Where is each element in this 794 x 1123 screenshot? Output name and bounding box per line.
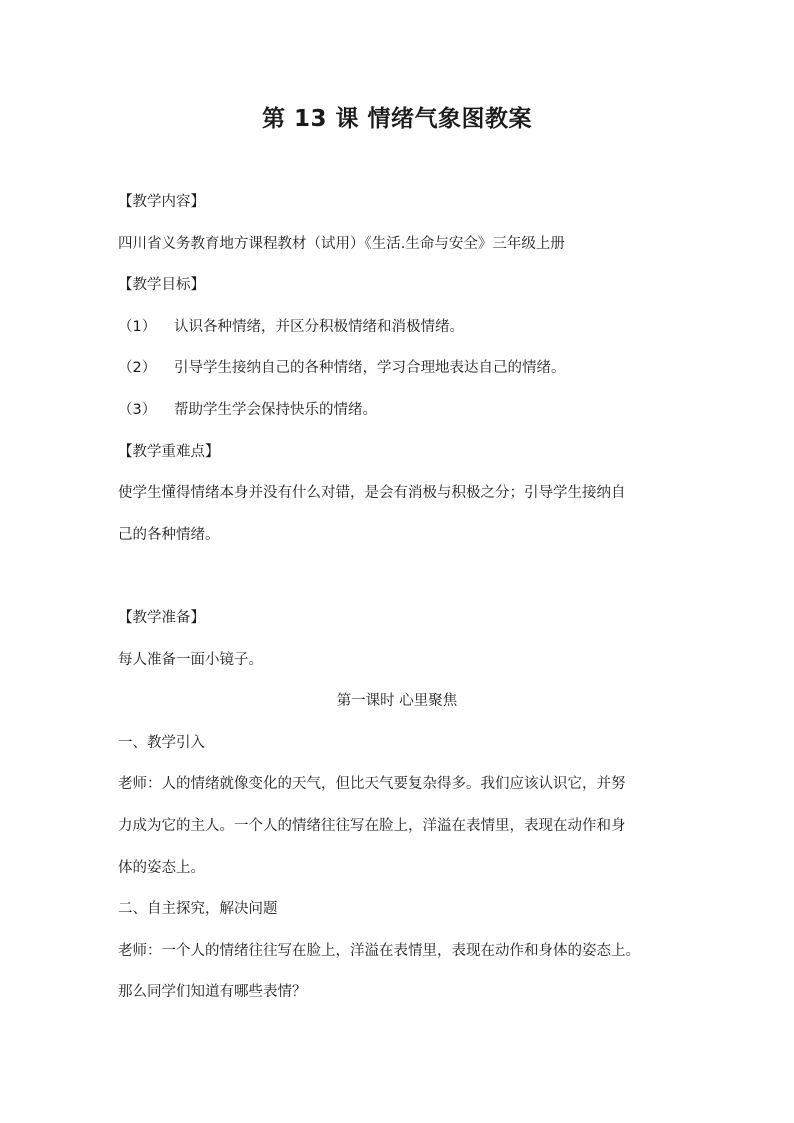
- goal-text: 认识各种情绪，并区分积极情绪和消极情绪。: [174, 319, 464, 335]
- step1-text-line-3: 体的姿态上。: [118, 860, 205, 876]
- prep-heading: 【教学准备】: [118, 610, 205, 626]
- step2-text-line-1: 老师：一个人的情绪往往写在脸上，洋溢在表情里，表现在动作和身体的姿态上。: [118, 943, 640, 959]
- key-heading: 【教学重难点】: [118, 444, 220, 460]
- step2-text-line-2: 那么同学们知道有哪些表情？: [118, 984, 307, 1000]
- goal-text: 引导学生接纳自己的各种情绪，学习合理地表达自己的情绪。: [174, 360, 566, 376]
- key-text-line-1: 使学生懂得情绪本身并没有什么对错，是会有消极与积极之分；引导学生接纳自: [118, 485, 626, 501]
- goal-item-2: [118, 357, 566, 379]
- lesson-title: 第一课时 心里聚焦: [336, 693, 458, 709]
- goal-number: （2）: [118, 360, 157, 376]
- goal-text: 帮助学生学会保持快乐的情绪。: [174, 402, 377, 418]
- key-text-line-2: 己的各种情绪。: [118, 527, 220, 543]
- content-text: 四川省义务教育地方课程教材（试用）《生活.生命与安全》三年级上册: [118, 236, 565, 252]
- document-title: 第 13 课 情绪气象图教案: [261, 106, 533, 132]
- step1-heading: 一、教学引入: [118, 735, 205, 751]
- prep-text: 每人准备一面小镜子。: [118, 652, 263, 668]
- step1-text-line-2: 力成为它的主人。一个人的情绪往往写在脸上，洋溢在表情里，表现在动作和身: [118, 818, 626, 834]
- goal-item-1: [118, 316, 464, 338]
- goals-heading: 【教学目标】: [118, 277, 205, 293]
- goal-number: （3）: [118, 402, 157, 418]
- content-heading: 【教学内容】: [118, 194, 205, 210]
- step1-text-line-1: 老师：人的情绪就像变化的天气，但比天气要复杂得多。我们应该认识它，并努: [118, 776, 626, 792]
- goal-number: （1）: [118, 319, 157, 335]
- step2-heading: 二、自主探究，解决问题: [118, 901, 278, 917]
- goal-item-3: [118, 399, 377, 421]
